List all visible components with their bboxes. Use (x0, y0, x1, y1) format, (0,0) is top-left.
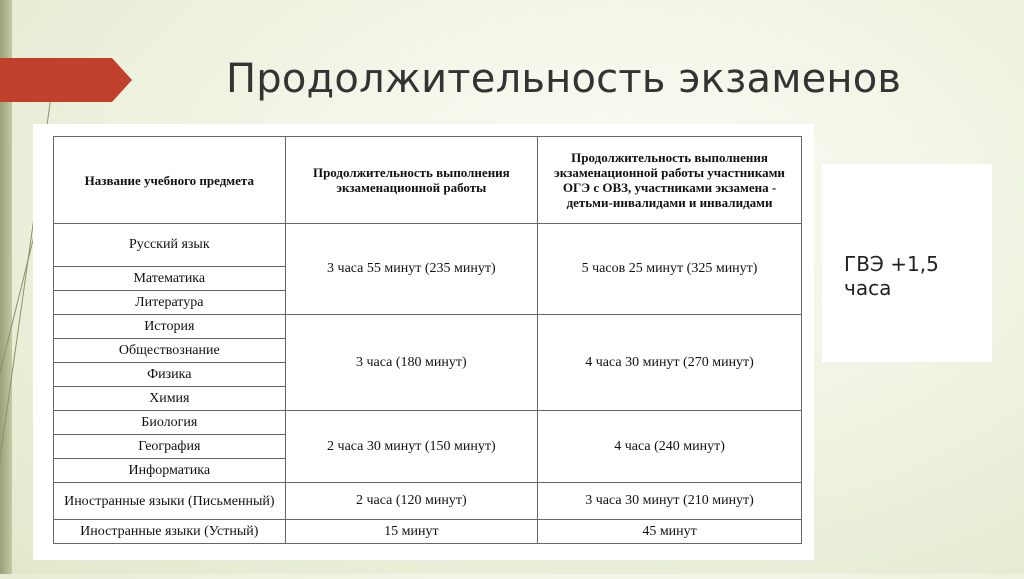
gve-info-box (822, 164, 992, 362)
title-accent-arrow (0, 58, 132, 102)
header-duration: Продолжительность выполнения экзаменационной работы (285, 137, 538, 224)
duration-ovz-cell: 5 часов 25 минут (325 минут) (538, 224, 802, 315)
duration-ovz-cell: 4 часа 30 минут (270 минут) (538, 315, 802, 411)
subject-cell: Литература (54, 291, 286, 315)
subject-cell: Физика (54, 363, 286, 387)
duration-cell: 2 часа 30 минут (150 минут) (285, 411, 538, 483)
gve-info-text: ГВЭ +1,5 часа (844, 252, 939, 300)
subject-cell: Химия (54, 387, 286, 411)
subject-cell: География (54, 435, 286, 459)
subject-cell: Математика (54, 267, 286, 291)
header-subject: Название учебного предмета (54, 137, 286, 224)
duration-ovz-cell: 3 часа 30 минут (210 минут) (538, 483, 802, 520)
duration-cell: 15 минут (285, 520, 538, 544)
duration-ovz-cell: 45 минут (538, 520, 802, 544)
duration-cell: 2 часа (120 минут) (285, 483, 538, 520)
exam-duration-table-panel (33, 124, 814, 560)
subject-cell: Биология (54, 411, 286, 435)
page-title: Продолжительность экзаменов (226, 56, 902, 102)
subject-cell: Иностранные языки (Письменный) (54, 483, 286, 520)
subject-cell: Иностранные языки (Устный) (54, 520, 286, 544)
subject-cell: Русский язык (54, 224, 286, 267)
subject-cell: История (54, 315, 286, 339)
duration-cell: 3 часа (180 минут) (285, 315, 538, 411)
subject-cell: Обществознание (54, 339, 286, 363)
duration-ovz-cell: 4 часа (240 минут) (538, 411, 802, 483)
exam-duration-table (53, 136, 802, 544)
duration-cell: 3 часа 55 минут (235 минут) (285, 224, 538, 315)
header-duration-ovz: Продолжительность выполнения экзаменационной работы участниками ОГЭ с ОВЗ, участниками экзамена - детьми-инвалидами и инвалидами (538, 137, 802, 224)
subject-cell: Информатика (54, 459, 286, 483)
